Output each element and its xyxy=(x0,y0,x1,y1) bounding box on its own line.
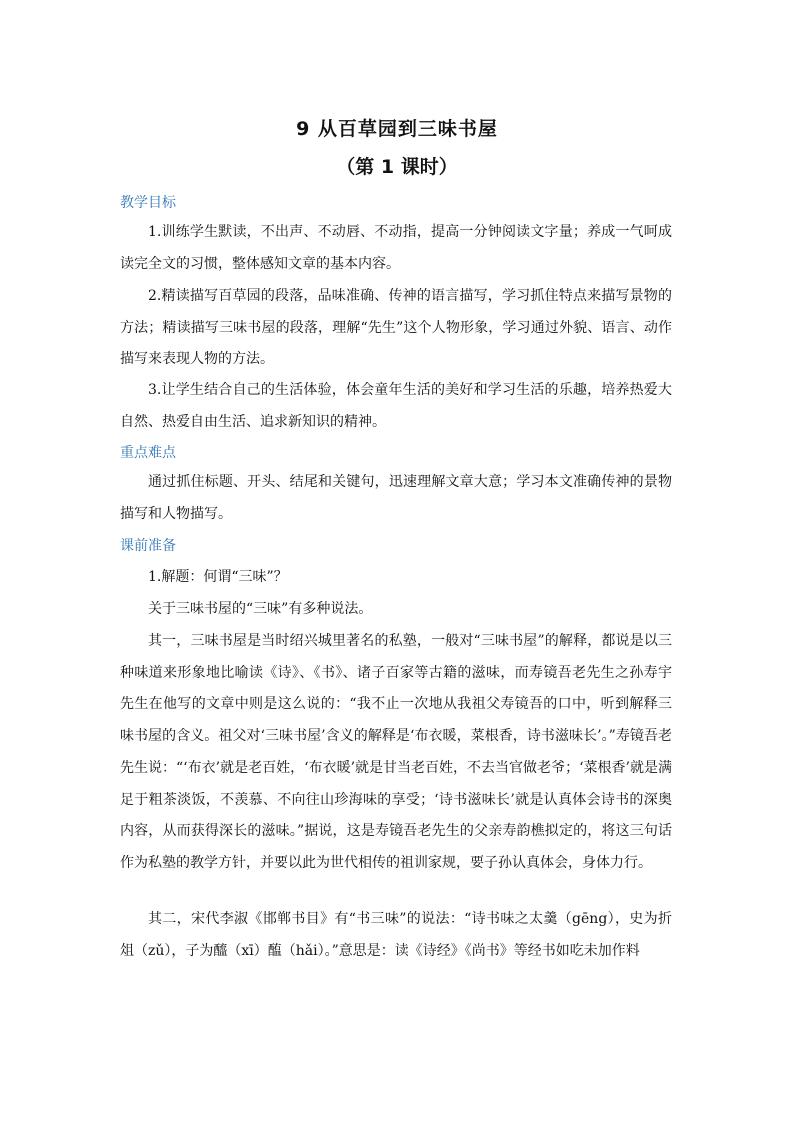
prep-item-explanation-2: 其二，宋代李淑《邯郸书目》有“书三味”的说法：“诗书味之太羹（gēng），史为折俎（zǔ），子为醯（xī）醢（hǎi）。”意思是：读《诗经》《尚书》等经书如吃未加作料 xyxy=(120,911,672,959)
difficulties-text: 通过抓住标题、开头、结尾和关键句，迅速理解文章大意；学习本文准确传神的景物描写和人物描写。 xyxy=(120,474,672,522)
section-heading-goals: 教学目标 xyxy=(120,195,176,211)
prep-item-intro: 关于三味书屋的“三味”有多种说法。 xyxy=(148,601,373,617)
goal-item-1: 1.训练学生默读，不出声、不动唇、不动指，提高一分钟阅读文字量；养成一气呵成读完全文的习惯，整体感知文章的基本内容。 xyxy=(120,224,672,272)
section-heading-difficulties: 重点难点 xyxy=(120,445,176,461)
lesson-subtitle: （第 1 课时） xyxy=(336,156,458,178)
section-heading-preparation: 课前准备 xyxy=(120,538,176,554)
goal-item-2: 2.精读描写百草园的段落，品味准确、传神的语言描写，学习抓住特点来描写景物的方法；精读描写三味书屋的段落，理解“先生”这个人物形象，学习通过外貌、语言、动作描写来表现人物的方法。 xyxy=(120,288,672,368)
prep-item-explanation-1: 其一，三味书屋是当时绍兴城里著名的私塾，一般对“三味书屋”的解释，都说是以三种味道来形象地比喻读《诗》、《书》、诸子百家等古籍的滋味，而寿镜吾老先生之孙寿宇先生在他写的文章中则是这么说的：“我不止一次地从我祖父寿镜吾的口中，听到解释三味书屋的含义。祖父对‘三味书屋’含义的解释是‘布衣暖，菜根香，诗书滋味长’。”寿镜吾老先生说：“‘布衣’就是老百姓，‘布衣暖’就是甘当老百姓，不去当官做老爷；‘菜根香’就是满足于粗茶淡饭，不羡慕、不向往山珍海味的享受；‘诗书滋味长’就是认真体会诗书的深奥内容，从而获得深长的滋味。”据说，这是寿镜吾老先生的父亲寿韵樵拟定的，将这三句话作为私塾的教学方针，并要以此为世代相传的祖训家规，要子孙认真体会，身体力行。 xyxy=(120,633,672,871)
lesson-title: 9 从百草园到三味书屋 xyxy=(296,118,498,140)
goal-item-3: 3.让学生结合自己的生活体验，体会童年生活的美好和学习生活的乐趣，培养热爱大自然、热爱自由生活、追求新知识的精神。 xyxy=(120,382,672,430)
prep-item-title: 1.解题：何谓“三味”？ xyxy=(148,569,288,585)
